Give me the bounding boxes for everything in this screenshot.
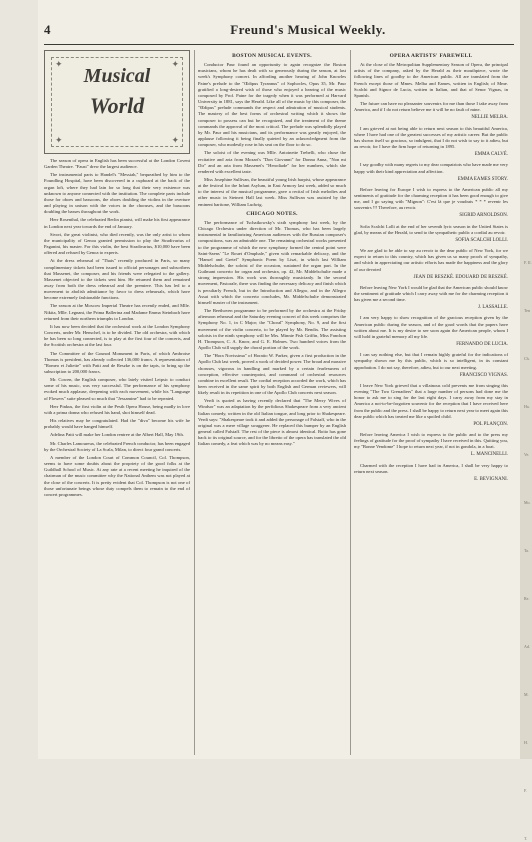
header-rule [44,44,514,45]
ornament-star-icon: ✦ [171,59,179,69]
signature: SIGRID ARNOLDSON. [459,213,508,219]
article-paragraph: At the close of the Metropolitan Supplementary Season of Opera, the principal artists of the company, asked by the Herald as their mouthpiece, wrote the following lines of goodby to the American public. All are translated from the French except those of Mmes. Melba and Eames, written in English; of Mme. Scalchi and Signor de Lucia, written in Italian, and that of Senor Vignas, in Spanish. [354,62,508,98]
article-paragraph: The instrumental parts to Handel's "Messiah," bequeathed by him to the Foundling Hospital, have been discovered in a cupboard at the back of the organ loft, where they had lain for so long that their very existence was unknown to anyone connected with the institution. The complete parts include those for oboes and bassoons, the oboes doubling the violins in the overture and playing in unison with the voices in the choruses, and the bassoons doubling the basses throughout the work. [44,172,190,215]
farewell-message: I am grieved at not being able to return next season to this beautiful America, where I have had one of the greatest successes of my artistic career. But the public has shown itself so gracious, so indulgent, that I do not wish to say to it adieu, but au revoir, for I have the firm hope of returning in 1895. [354,125,508,150]
article-paragraph: Verdi is quoted as having recently declared that "The Merry Wives of Windsor" was an adaptation by the perfidious Shakespeare from a very ancient Italian comedy, written in the old Italian tongue, and long prior to Shakespeare. Verdi says: "Shakespeare took it and added the personage of Falstaff, who in the original was a mere village swaggerer. He replaced this bumper by an English general called Falstaff. The rest of the piece is almost identical. Boito has gone back to its original source, and for the libretto of the opera has translated the old Italian comedy, a feat which was by no means easy." [198,398,346,447]
ornament-star-icon: ✦ [55,59,63,69]
column-divider [194,50,195,755]
farewell-message: I am very happy to show recognition of the gracious reception given by the American public during the season, and of the good words that the papers have written about me. It is my desire to see soon again the American people, whom I will hold in grateful memory all my life. [354,315,508,339]
farewell-message: I say goodby with many regrets to my dear compatriots who have made me very happy with their kind appreciation and affection. [354,162,508,174]
article-paragraph: Adelina Patti will make her London rentree at the Albert Hall, May 19th. [50,432,184,438]
logo-line-2: World [89,93,145,118]
farewell-message: Before leaving America I wish to express to the public and to the press my feelings of gratitude for the proof of sympathy I have received in this. Quitting you, my "Bonne Vendome" I hope to return next year, if not in gondola, in a boat. [354,431,508,450]
signature: EMMA EAMES STORY. [457,176,508,182]
strip-line: Ad. [524,644,530,649]
strip-line: Mo. [524,500,531,505]
masthead: Freund's Musical Weekly. [230,22,386,37]
farewell-message: I can say nothing else, but that I remain highly grateful for the indications of sympathy shown me by this public, which is so intelligent, in its constant approbation. I do not say, therefore, adieu, but to our next meeting. [354,352,508,370]
chicago-articles [198,220,346,448]
strip-line: Ch. [524,356,530,361]
farewell-message: Charmed with the reception I have had in America, I shall be very happy to return next season. [354,462,508,474]
farewell-message: Sofia Scalchi Lolli at the end of her seventh lyric season in the United States is glad, by means of the Herald, to send to the sympathetic public a cordial au revoir. [354,223,508,235]
signature: JEAN DE RESZKÉ. EDOUARD DE RESZKÉ. [413,274,508,280]
strip-line: Ha. [524,404,530,409]
section-title: OPERA ARTISTS' FAREWELL [389,53,473,59]
strip-line: T. [524,836,528,841]
farewell-message: We are glad to be able to say au revoir to the dear public of New York, for we expect to return to this country, which has given us so many proofs of sympathy, and which in appreciating our artistic efforts has made the happiness and the glory of our devoted [354,248,508,272]
musical-world-logo [44,50,190,154]
article-paragraph: The season of opera in English has been successful at the London Covent Garden Theatre. "Faust" drew the largest audience. [44,158,190,170]
article-paragraph: His relatives may be congratulated. Had the "diva" become his wife he probably would have hanged himself. [44,418,190,430]
section-title: CHICAGO NOTES. [246,210,298,217]
strip-line: Ten [524,308,530,313]
column-1 [44,50,190,755]
article-paragraph: The season at the Moscow Imperial Theatre has recently ended, and Mlle. Nikita, Mlle. Legnani, the Prima Ballerina and Madame Emma Steinbach have returned from their northern triumphs to London. [44,303,190,321]
article-paragraph: Sivori, the great violinist, who died recently, was the only artist to whom the municipality of Genoa granted permission to play the Stradivarius of Paganini, his master. For this violin, the best Stradivarius, $10,000 have been offered and refused by Genoa to experts. [44,231,190,256]
adjacent-page-edge [520,0,532,841]
signature: E. BEVIGNANI. [474,476,508,482]
signature: FERNANDO DE LUCIA. [456,342,508,348]
signature: EMMA CALVÉ. [474,152,508,158]
farewell-message: I leave New York grieved that a villainous cold prevents me from singing this evening "The Two Grenadiers" that a large number of persons had done me the honor to ask me to sing for the last eight days. I carry away from my stay in America a not-to-be-forgotten souvenir for the reception that I have received here from the public and the press. I shall be happy to return next year to meet again this dear public which has treated me like a spoiled child. [354,382,508,419]
article-paragraph: The performance of Tschaikowsky's sixth symphony last week, by the Chicago Orchestra under direction of Mr. Thomas, who has been largely instrumental in familiarizing American audiences with the Russian composer's compositions, was an admirable one. The remaining orchestral works presented to the programme of which the new symphony formed the central point were Saint-Saens' "Le Rouet d'Omphale," given with remarkable delicacy, and the "Hansel and Gretel" Symphonic Poem by Liszt, in which last William Middelschulte, the soloist of the occasion, sustained the organ part. In the Guilmant concerto for organ and orchestra, op. 42, Mr. Middelschulte made a strong impression. His work was thoroughly musicianly. In the second movement, Pastorale, there was finding the necessary delicacy and finish which is peculiarly French, but in the Introduction and Allegro, and in the Allegro Assai with which the concerto concludes, Mr. Middelschulte demonstrated himself master of the instrument. [198,219,346,305]
article-paragraph: The soloist of the evening was Mlle. Antoinette Trebelli, who chose the recitative and aria from Mozart's "Don Giovanni" for Donna Anna, "Non mi Dir" and an aria from Massenet's "Herodiade" for her numbers, which she rendered with excellent taste. [198,150,346,174]
farewell-message: Before leaving New York I would be glad that the American public should know the sentiment of gratitude which I carry away with me for the charming reception it has given me a second time. [354,284,508,303]
strip-line: Ve. [524,452,530,457]
article-paragraph: The "Hora Novissima" of Horatio W. Parker, given a first production in the Apollo Club last week, proved a work of decided power. The broad and massive choruses, vigorous in handling and marked by a certain fearlessness of conception, effective counterpoint, and command of orchestral resources combine in excellent result. The cordial reception accorded the work, which has been received in the same spirit by both English and German reviewers, will likely result in its repetition in one of the Apollo Club concerts next season. [198,353,346,396]
article-paragraph: Herr Pinkus, the first violin at the Pesth Opera House, being madly in love with a prima donna who refused his hand, shot himself dead. [44,403,190,415]
strip-line: Re. [524,596,530,601]
signature: FRANCISCO VIGNAS. [459,372,508,378]
ornament-star-icon: ✦ [55,134,63,145]
column-2 [198,50,346,755]
page-header [38,22,520,44]
article-paragraph: Herr Rosenthal, the celebrated Berlin pianist, will make his first appearance in London next year towards the end of January. [44,217,190,229]
strip-line: Ta. [524,548,529,553]
signature: NELLIE MELBA. [471,115,508,121]
article-paragraph: The Committee of the Gounod Monument in Paris, of which Ambroise Thomas is president, has already collected 136,000 francs. A representation of "Romeo et Juliette" with Patti and de Reszke is on the tapis, to bring up the subscription to 200,000 francs. [44,350,190,374]
signature: POL PLANÇON. [473,421,508,427]
article-paragraph: Miss Josephine Sullivan, the beautiful young Irish harpist, whose appearance at the festival for the Infant Asylum, in East Armory last week, added so much to the interest of the musical programme, gave a recital of Irish melodies and other music in Steinert Hall last week. Miss Sullivan was assisted by the eminent baritone, William Ludwig. [198,176,346,207]
farewell-entries [354,101,508,483]
section-title: BOSTON MUSICAL EVENTS. [232,53,312,59]
page-number: 4 [44,22,51,37]
ornament-star-icon: ✦ [171,134,179,145]
strip-line: F. II. [524,260,532,265]
strip-line: F. [524,788,527,793]
article-paragraph: Mr. Cowen, the English composer, who lately visited Leipsic to conduct some of his music, was very successful. The performance of his symphony evoked much applause, deepening with each movement, while his "Language of Flowers" suite pleased so much that "Jessamine" had to be repeated. [44,377,190,401]
farewell-message: Before leaving for Europe I wish to express to the American public all my sentiments of gratitude for the charming reception it has been good enough to give me, and I go saying with "Mignon": C'est là que je voudrais * * * revenir les souvenirs !!! Therefore, au revoir. [354,186,508,211]
adjacent-page-text [520,260,532,842]
column-divider [350,50,351,755]
farewell-message: The future can have no pleasanter souvenirs for me than those I take away from America, and if I do not return believe me it will be no fault of mine. [354,101,508,113]
logo-line-1: Musical [83,65,151,87]
newspaper-page [38,0,520,759]
boston-articles [198,62,346,208]
signature: SOFIA SCALCHI LOLLI. [455,237,508,243]
article-paragraph: Conductor Paur found an opportunity to again recognize the Boston musicians, whom he has dealt with so generously during the season, at last week's Symphony concert. In affording another hearing of John Knowles Paine's prelude to the "Œdipus Tyrannus" of Sophocles, Opus 35, Mr. Paur gratified a long-desired wish of those who enjoyed a hearing of the music composed by Prof. Paine for the tragedy when it was performed at Harvard University in 1881, says the Herald. Like all of the music by this composer, the "Œdipus" prelude commands the respect and admiration of musical students. The mastery of the best forms of orchestral writing which it shows the composer to possess can but be recognized, and the treatment of the theme commands the approval of the most critical. The prelude was splendidly played by Mr. Paur and his musicians, and its performance was greatly enjoyed, the applause following it being finally quieted by an acknowledgment from the composer, who modestly rose in his seat on the floor to do so. [198,62,346,148]
article-paragraph: At the dress rehearsal of "Thais" recently produced in Paris, so many complimentary tickets had been issued to official personages and subscribers that Massenet, the composer, and his friends were relegated to the gallery. Massenet objected to the tickets sent him. He returned them and remained away from both the dress rehearsal and the premiere. This has led to a movement to abolish admittance by favor to dress rehearsals, which have become extremely fashionable functions. [44,258,190,301]
column-1-articles [44,158,190,498]
signature: L. MANCINELLI. [470,452,508,458]
article-paragraph: A member of the London Court of Common Council, Col. Thompson, seems to have some doubts about the propriety of the good folks at the Guildhall School of Music. At any rate at a recent meeting he inquired of the chairman of the music committee why the National Anthem was not played at the close of the concerts. It is pretty evident that Col. Thompson is not one of those unfortunate beings whose duty compels them to remain to the end of concert programmes. [44,454,190,497]
strip-line: M. [524,692,529,697]
column-3 [354,50,508,755]
signature: J. LASSALLE. [477,305,508,311]
strip-line: H. [524,740,528,745]
article-paragraph: Mr. Charles Lamoureux, the celebrated French conductor, has been engaged by the Orchestral Society of La Scala, Milan, to direct four grand concerts. [44,440,190,452]
article-paragraph: It has now been decided that the orchestral work at the London Symphony Concerts, under Mr. Henschel, is to be divided. The old orchestra, with which he has been so long connected, is to play at the first four of the concerts, and the Scottish orchestra at the last four. [44,323,190,348]
article-paragraph: The Beethoven programme to be performed by the orchestra at the Friday afternoon rehearsal and the Saturday evening concert of this week comprises the Symphony No. 1, in C Major; the "Choral" Symphony, No. 9, and the first movement of the violin concerto, to be played by Mr. Bendix. The assisting soloists in the ninth symphony will be Mrs. Minnie Fish Griffin, Miss Fanchon H. Thompson, C. A. Knorr, and G. E. Holmes. Two hundred voices from the Apollo Club will supply the choral portion of the work. [198,308,346,351]
